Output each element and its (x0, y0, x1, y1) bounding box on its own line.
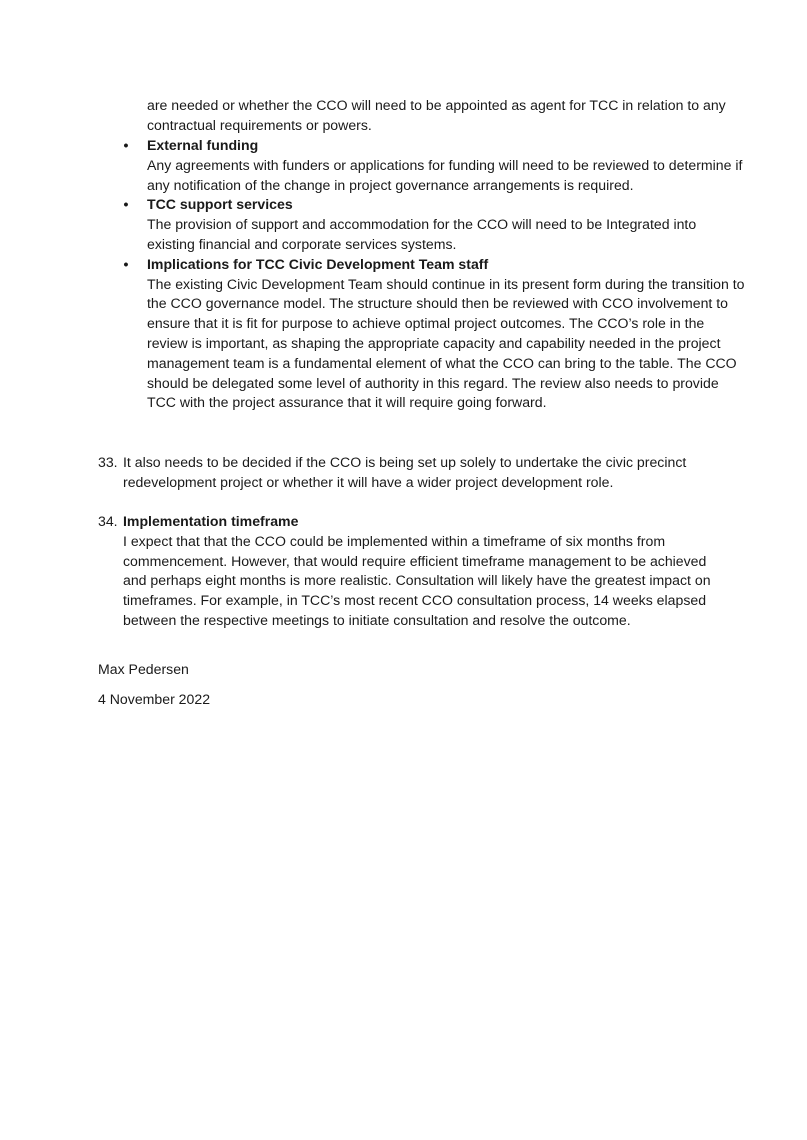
bullet-text: The provision of support and accommodation for the CCO will need to be Integrated into existing financial and corporate services systems. (147, 216, 697, 252)
bullet-text: The existing Civic Development Team should continue in its present form during the transition to the CCO governance model. The structure should then be reviewed with CCO involvement to ensure that it is fit for purpose to achieve optimal project outcomes. The CCO’s role in the review is important, as shaping the appropriate capacity and capability needed in the project management team is a fundamental element of what the CCO can bring to the table. The CCO should be delegated some level of authority in this regard. The review also needs to provide TCC with the project assurance that it will require going forward. (147, 275, 745, 411)
continuation-text: are needed or whether the CCO will need to be appointed as agent for TCC in relation to any contractual requirements or powers. (147, 97, 726, 133)
signature-date: 4 November 2022 (98, 691, 211, 707)
bullet-item-tcc-support-services (0, 195, 807, 254)
item-number: 33. (98, 454, 118, 470)
item-text: I expect that that the CCO could be implemented within a timeframe of six months from commencement. However, that would require efficient timeframe management to be achieved and perhaps eight months is more realistic. Consultation will likely have the greatest impact on timeframes. For example, in TCC’s most recent CCO consultation process, 14 weeks elapsed between the respective meetings to initiate consultation and resolve the outcome. (123, 532, 711, 628)
bullet-text: Any agreements with funders or applications for funding will need to be reviewed to determine if any notification of the change in project governance arrangements is required. (147, 156, 743, 193)
bullet-title: External funding (147, 137, 259, 153)
bullet-marker: • (123, 137, 129, 153)
numbered-item-33 (0, 453, 807, 493)
bullet-title: Implications for TCC Civic Development Team staff (147, 255, 489, 272)
continuation-paragraph (147, 96, 747, 136)
numbered-item-34 (0, 512, 807, 631)
bullet-marker: • (123, 255, 129, 272)
item-text: It also needs to be decided if the CCO is being set up solely to undertake the civic precinct redevelopment project or whether it will have a wider project development role. (123, 454, 687, 490)
item-title: Implementation timeframe (123, 513, 299, 529)
bullet-title: TCC support services (147, 196, 293, 213)
bullet-item-external-funding (0, 136, 807, 195)
bullet-marker: • (123, 196, 129, 213)
bullet-list (0, 136, 807, 413)
signature-name: Max Pedersen (98, 661, 189, 677)
item-number: 34. (98, 513, 118, 529)
bullet-item-civic-development-team (0, 255, 807, 413)
